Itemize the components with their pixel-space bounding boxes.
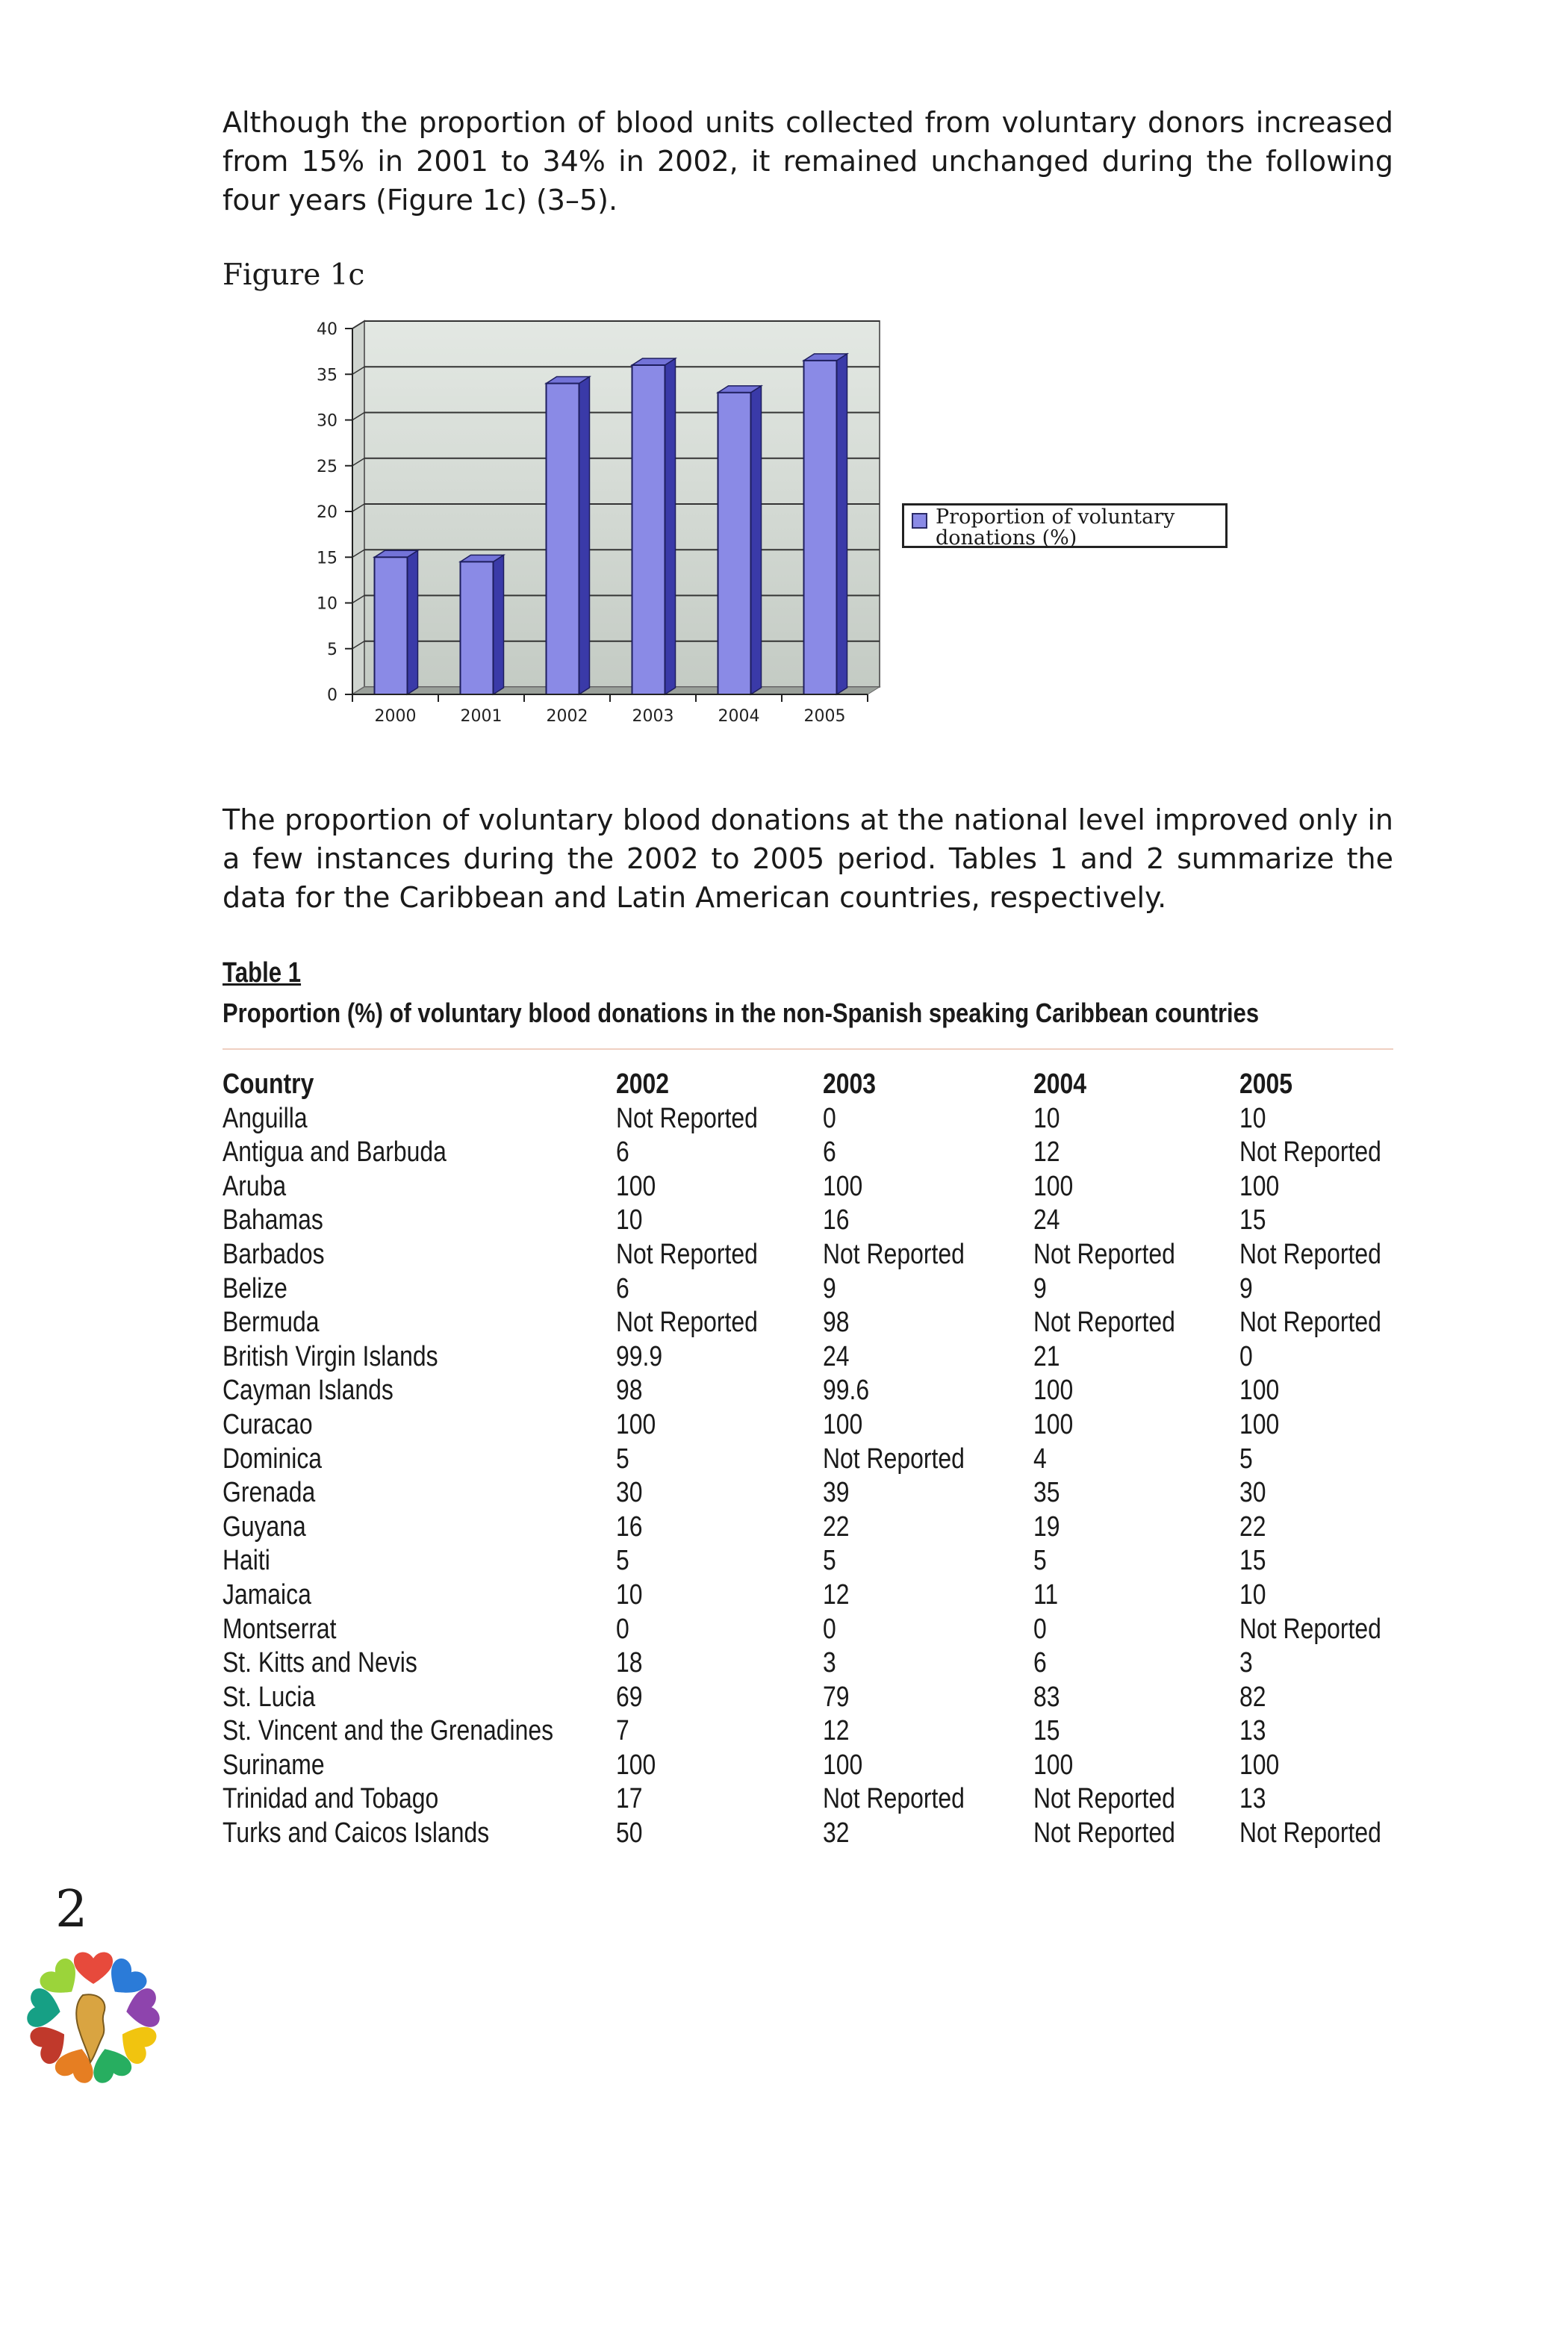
- country-cell: Grenada: [223, 1477, 316, 1509]
- value-cell: 12: [823, 1578, 850, 1611]
- value-cell: Not Reported: [1033, 1817, 1176, 1849]
- x-tick-label: 2003: [632, 707, 674, 726]
- value-cell: 4: [1033, 1443, 1048, 1475]
- value-cell: 3: [823, 1647, 837, 1679]
- country-cell: Guyana: [223, 1511, 306, 1543]
- value-cell: 10: [616, 1204, 643, 1236]
- value-cell: 100: [823, 1170, 863, 1202]
- value-cell: 100: [1033, 1408, 1074, 1440]
- value-cell: 24: [823, 1340, 850, 1372]
- value-cell: 98: [616, 1375, 643, 1407]
- country-cell: Montserrat: [223, 1613, 337, 1645]
- y-tick-label: 15: [317, 549, 337, 568]
- y-tick-label: 20: [317, 503, 337, 522]
- bar: [547, 377, 590, 695]
- value-cell: 79: [823, 1681, 850, 1713]
- column-header: 2004: [1033, 1068, 1087, 1100]
- table-row: [223, 1443, 1455, 1477]
- figure-title: Figure 1c: [223, 258, 365, 292]
- country-cell: St. Vincent and the Grenadines: [223, 1715, 554, 1747]
- value-cell: 12: [1033, 1136, 1060, 1169]
- table-row: [223, 1272, 1455, 1307]
- table-row: [223, 1511, 1455, 1545]
- chart-legend: [902, 503, 1228, 548]
- value-cell: 0: [823, 1102, 837, 1134]
- value-cell: 99.9: [616, 1340, 663, 1372]
- value-cell: 100: [1033, 1749, 1074, 1781]
- column-header: 2003: [823, 1068, 877, 1100]
- value-cell: 82: [1239, 1681, 1266, 1713]
- value-cell: 7: [616, 1715, 630, 1747]
- country-cell: St. Kitts and Nevis: [223, 1647, 417, 1679]
- body-paragraph: The proportion of voluntary blood donations at the national level improved only in a few instances during the 2002 to 2005 period. Tables 1 and 2 summarize the data for the Caribbean and Latin American countries, respectively.: [223, 803, 1393, 914]
- value-cell: 24: [1033, 1204, 1060, 1236]
- value-cell: 30: [616, 1477, 643, 1509]
- country-cell: British Virgin Islands: [223, 1340, 438, 1372]
- country-cell: Belize: [223, 1272, 287, 1304]
- country-cell: St. Lucia: [223, 1681, 316, 1713]
- table-divider: [223, 1048, 1393, 1050]
- country-cell: Anguilla: [223, 1102, 308, 1134]
- value-cell: 35: [1033, 1477, 1060, 1509]
- table-row: [223, 1646, 1455, 1681]
- x-tick-label: 2000: [374, 707, 417, 726]
- country-cell: Antigua and Barbuda: [223, 1136, 447, 1169]
- value-cell: 100: [616, 1408, 656, 1440]
- value-cell: 6: [823, 1136, 837, 1169]
- country-cell: Bermuda: [223, 1307, 320, 1339]
- country-cell: Trinidad and Tobago: [223, 1783, 439, 1815]
- value-cell: 3: [1239, 1647, 1254, 1679]
- value-cell: 50: [616, 1817, 643, 1849]
- y-tick-label: 0: [327, 686, 337, 705]
- value-cell: 5: [616, 1545, 630, 1577]
- value-cell: Not Reported: [1239, 1136, 1382, 1169]
- value-cell: 18: [616, 1647, 643, 1679]
- value-cell: 15: [1239, 1204, 1266, 1236]
- x-tick-label: 2005: [803, 707, 846, 726]
- value-cell: 10: [1239, 1102, 1266, 1134]
- table-row: [223, 1578, 1455, 1613]
- bar-front: [461, 561, 494, 694]
- value-cell: 5: [1239, 1443, 1254, 1475]
- bar-side: [751, 386, 762, 694]
- value-cell: 16: [616, 1511, 643, 1543]
- table-row: [223, 1170, 1455, 1204]
- value-cell: 10: [1239, 1578, 1266, 1611]
- value-cell: Not Reported: [823, 1238, 965, 1270]
- table-row: [223, 1782, 1455, 1817]
- chart-floor: [352, 687, 880, 694]
- y-tick-label: 35: [317, 366, 337, 385]
- value-cell: 0: [1033, 1613, 1048, 1645]
- value-cell: 13: [1239, 1783, 1266, 1815]
- table-heading: Table 1: [223, 957, 302, 989]
- value-cell: 6: [616, 1272, 630, 1304]
- bar: [461, 555, 504, 694]
- y-tick-label: 40: [317, 320, 337, 339]
- table-row: [223, 1340, 1455, 1375]
- value-cell: 32: [823, 1817, 850, 1849]
- country-cell: Suriname: [223, 1749, 325, 1781]
- value-cell: 22: [823, 1511, 850, 1543]
- value-cell: 100: [1239, 1375, 1280, 1407]
- y-tick-label: 10: [317, 594, 337, 614]
- y-tick-label: 30: [317, 411, 337, 431]
- country-cell: Bahamas: [223, 1204, 323, 1236]
- x-axis-ticks: [352, 694, 868, 726]
- value-cell: 83: [1033, 1681, 1060, 1713]
- x-tick-label: 2004: [718, 707, 760, 726]
- column-header: 2002: [616, 1068, 670, 1100]
- table-row: [223, 1306, 1455, 1340]
- x-tick-label: 2001: [460, 707, 503, 726]
- value-cell: 100: [823, 1749, 863, 1781]
- country-cell: Haiti: [223, 1545, 270, 1577]
- value-cell: 30: [1239, 1477, 1266, 1509]
- value-cell: 100: [823, 1408, 863, 1440]
- value-cell: Not Reported: [1239, 1613, 1382, 1645]
- bar-front: [804, 361, 837, 694]
- bar: [718, 386, 762, 694]
- value-cell: Not Reported: [1033, 1307, 1176, 1339]
- country-cell: Dominica: [223, 1443, 323, 1475]
- value-cell: Not Reported: [1033, 1238, 1176, 1270]
- value-cell: 0: [616, 1613, 630, 1645]
- value-cell: 98: [823, 1307, 850, 1339]
- value-cell: 6: [616, 1136, 630, 1169]
- y-axis-ticks: [317, 320, 352, 705]
- value-cell: 16: [823, 1204, 850, 1236]
- table-row: [223, 1476, 1455, 1511]
- value-cell: 100: [1239, 1749, 1280, 1781]
- value-cell: 100: [1033, 1375, 1074, 1407]
- column-header: Country: [223, 1068, 314, 1100]
- country-cell: Aruba: [223, 1170, 287, 1202]
- value-cell: Not Reported: [616, 1307, 759, 1339]
- value-cell: 19: [1033, 1511, 1060, 1543]
- x-tick-label: 2002: [546, 707, 588, 726]
- value-cell: 10: [616, 1578, 643, 1611]
- table-row: [223, 1374, 1455, 1408]
- value-cell: 9: [1239, 1272, 1254, 1304]
- value-cell: Not Reported: [616, 1238, 759, 1270]
- value-cell: 21: [1033, 1340, 1060, 1372]
- bar-side: [665, 358, 676, 694]
- value-cell: 6: [1033, 1647, 1048, 1679]
- value-cell: 9: [823, 1272, 837, 1304]
- bar-side: [494, 555, 504, 694]
- value-cell: 39: [823, 1477, 850, 1509]
- column-header: 2005: [1239, 1068, 1293, 1100]
- value-cell: 100: [1239, 1170, 1280, 1202]
- value-cell: 100: [616, 1170, 656, 1202]
- country-cell: Turks and Caicos Islands: [223, 1817, 490, 1849]
- heart-map-logo-icon: [22, 1937, 164, 2109]
- table-row: [223, 1544, 1455, 1578]
- value-cell: 15: [1239, 1545, 1266, 1577]
- bar: [632, 358, 676, 694]
- legend-swatch: [912, 513, 927, 529]
- table-row: [223, 1714, 1455, 1749]
- value-cell: 11: [1033, 1578, 1059, 1611]
- legend-label: Proportion of voluntary donations (%): [936, 505, 1175, 550]
- table-row: [223, 1204, 1455, 1238]
- value-cell: Not Reported: [823, 1443, 965, 1475]
- value-cell: 5: [616, 1443, 630, 1475]
- value-cell: Not Reported: [823, 1783, 965, 1815]
- y-tick-label: 5: [327, 640, 337, 659]
- value-cell: 100: [1033, 1170, 1074, 1202]
- value-cell: 22: [1239, 1511, 1266, 1543]
- value-cell: Not Reported: [1033, 1783, 1176, 1815]
- value-cell: 99.6: [823, 1375, 870, 1407]
- bar-side: [579, 377, 590, 695]
- value-cell: 17: [616, 1783, 643, 1815]
- value-cell: 0: [1239, 1340, 1254, 1372]
- value-cell: 5: [1033, 1545, 1048, 1577]
- value-cell: 9: [1033, 1272, 1048, 1304]
- country-cell: Jamaica: [223, 1578, 311, 1611]
- bar-front: [375, 557, 408, 694]
- bar: [375, 550, 418, 694]
- table-body: [223, 1102, 1455, 1851]
- bar-front: [547, 384, 579, 695]
- value-cell: 100: [1239, 1408, 1280, 1440]
- table-row: [223, 1681, 1455, 1715]
- value-cell: 0: [823, 1613, 837, 1645]
- table-row: [223, 1749, 1455, 1783]
- value-cell: 100: [616, 1749, 656, 1781]
- country-cell: Barbados: [223, 1238, 325, 1270]
- value-cell: Not Reported: [616, 1102, 759, 1134]
- table-row: [223, 1136, 1455, 1170]
- bar-side: [837, 354, 847, 694]
- value-cell: Not Reported: [1239, 1817, 1382, 1849]
- y-tick-label: 25: [317, 457, 337, 476]
- table-row: [223, 1817, 1455, 1851]
- value-cell: 10: [1033, 1102, 1060, 1134]
- value-cell: Not Reported: [1239, 1307, 1382, 1339]
- value-cell: 13: [1239, 1715, 1266, 1747]
- bar: [804, 354, 847, 694]
- bar-front: [632, 365, 665, 694]
- value-cell: Not Reported: [1239, 1238, 1382, 1270]
- country-cell: Curacao: [223, 1408, 313, 1440]
- value-cell: 15: [1033, 1715, 1060, 1747]
- bar-chart: [314, 312, 881, 730]
- table-row: [223, 1613, 1455, 1647]
- table-caption: Proportion (%) of voluntary blood donations in the non-Spanish speaking Caribbean countries: [223, 998, 1260, 1028]
- data-table: [223, 1068, 1455, 1851]
- country-cell: Cayman Islands: [223, 1375, 393, 1407]
- bar-front: [718, 393, 751, 694]
- value-cell: 69: [616, 1681, 643, 1713]
- table-header-row: [223, 1068, 1455, 1102]
- value-cell: 5: [823, 1545, 837, 1577]
- bar-side: [408, 550, 418, 694]
- table-row: [223, 1408, 1455, 1443]
- value-cell: 12: [823, 1715, 850, 1747]
- table-row: [223, 1238, 1455, 1272]
- table-row: [223, 1102, 1455, 1136]
- page-number: 2: [55, 1880, 88, 1939]
- intro-paragraph: Although the proportion of blood units collected from voluntary donors increased from 15% in 2001 to 34% in 2002, it remained unchanged during the following four years (Figure 1c) (3–5).: [223, 106, 1393, 217]
